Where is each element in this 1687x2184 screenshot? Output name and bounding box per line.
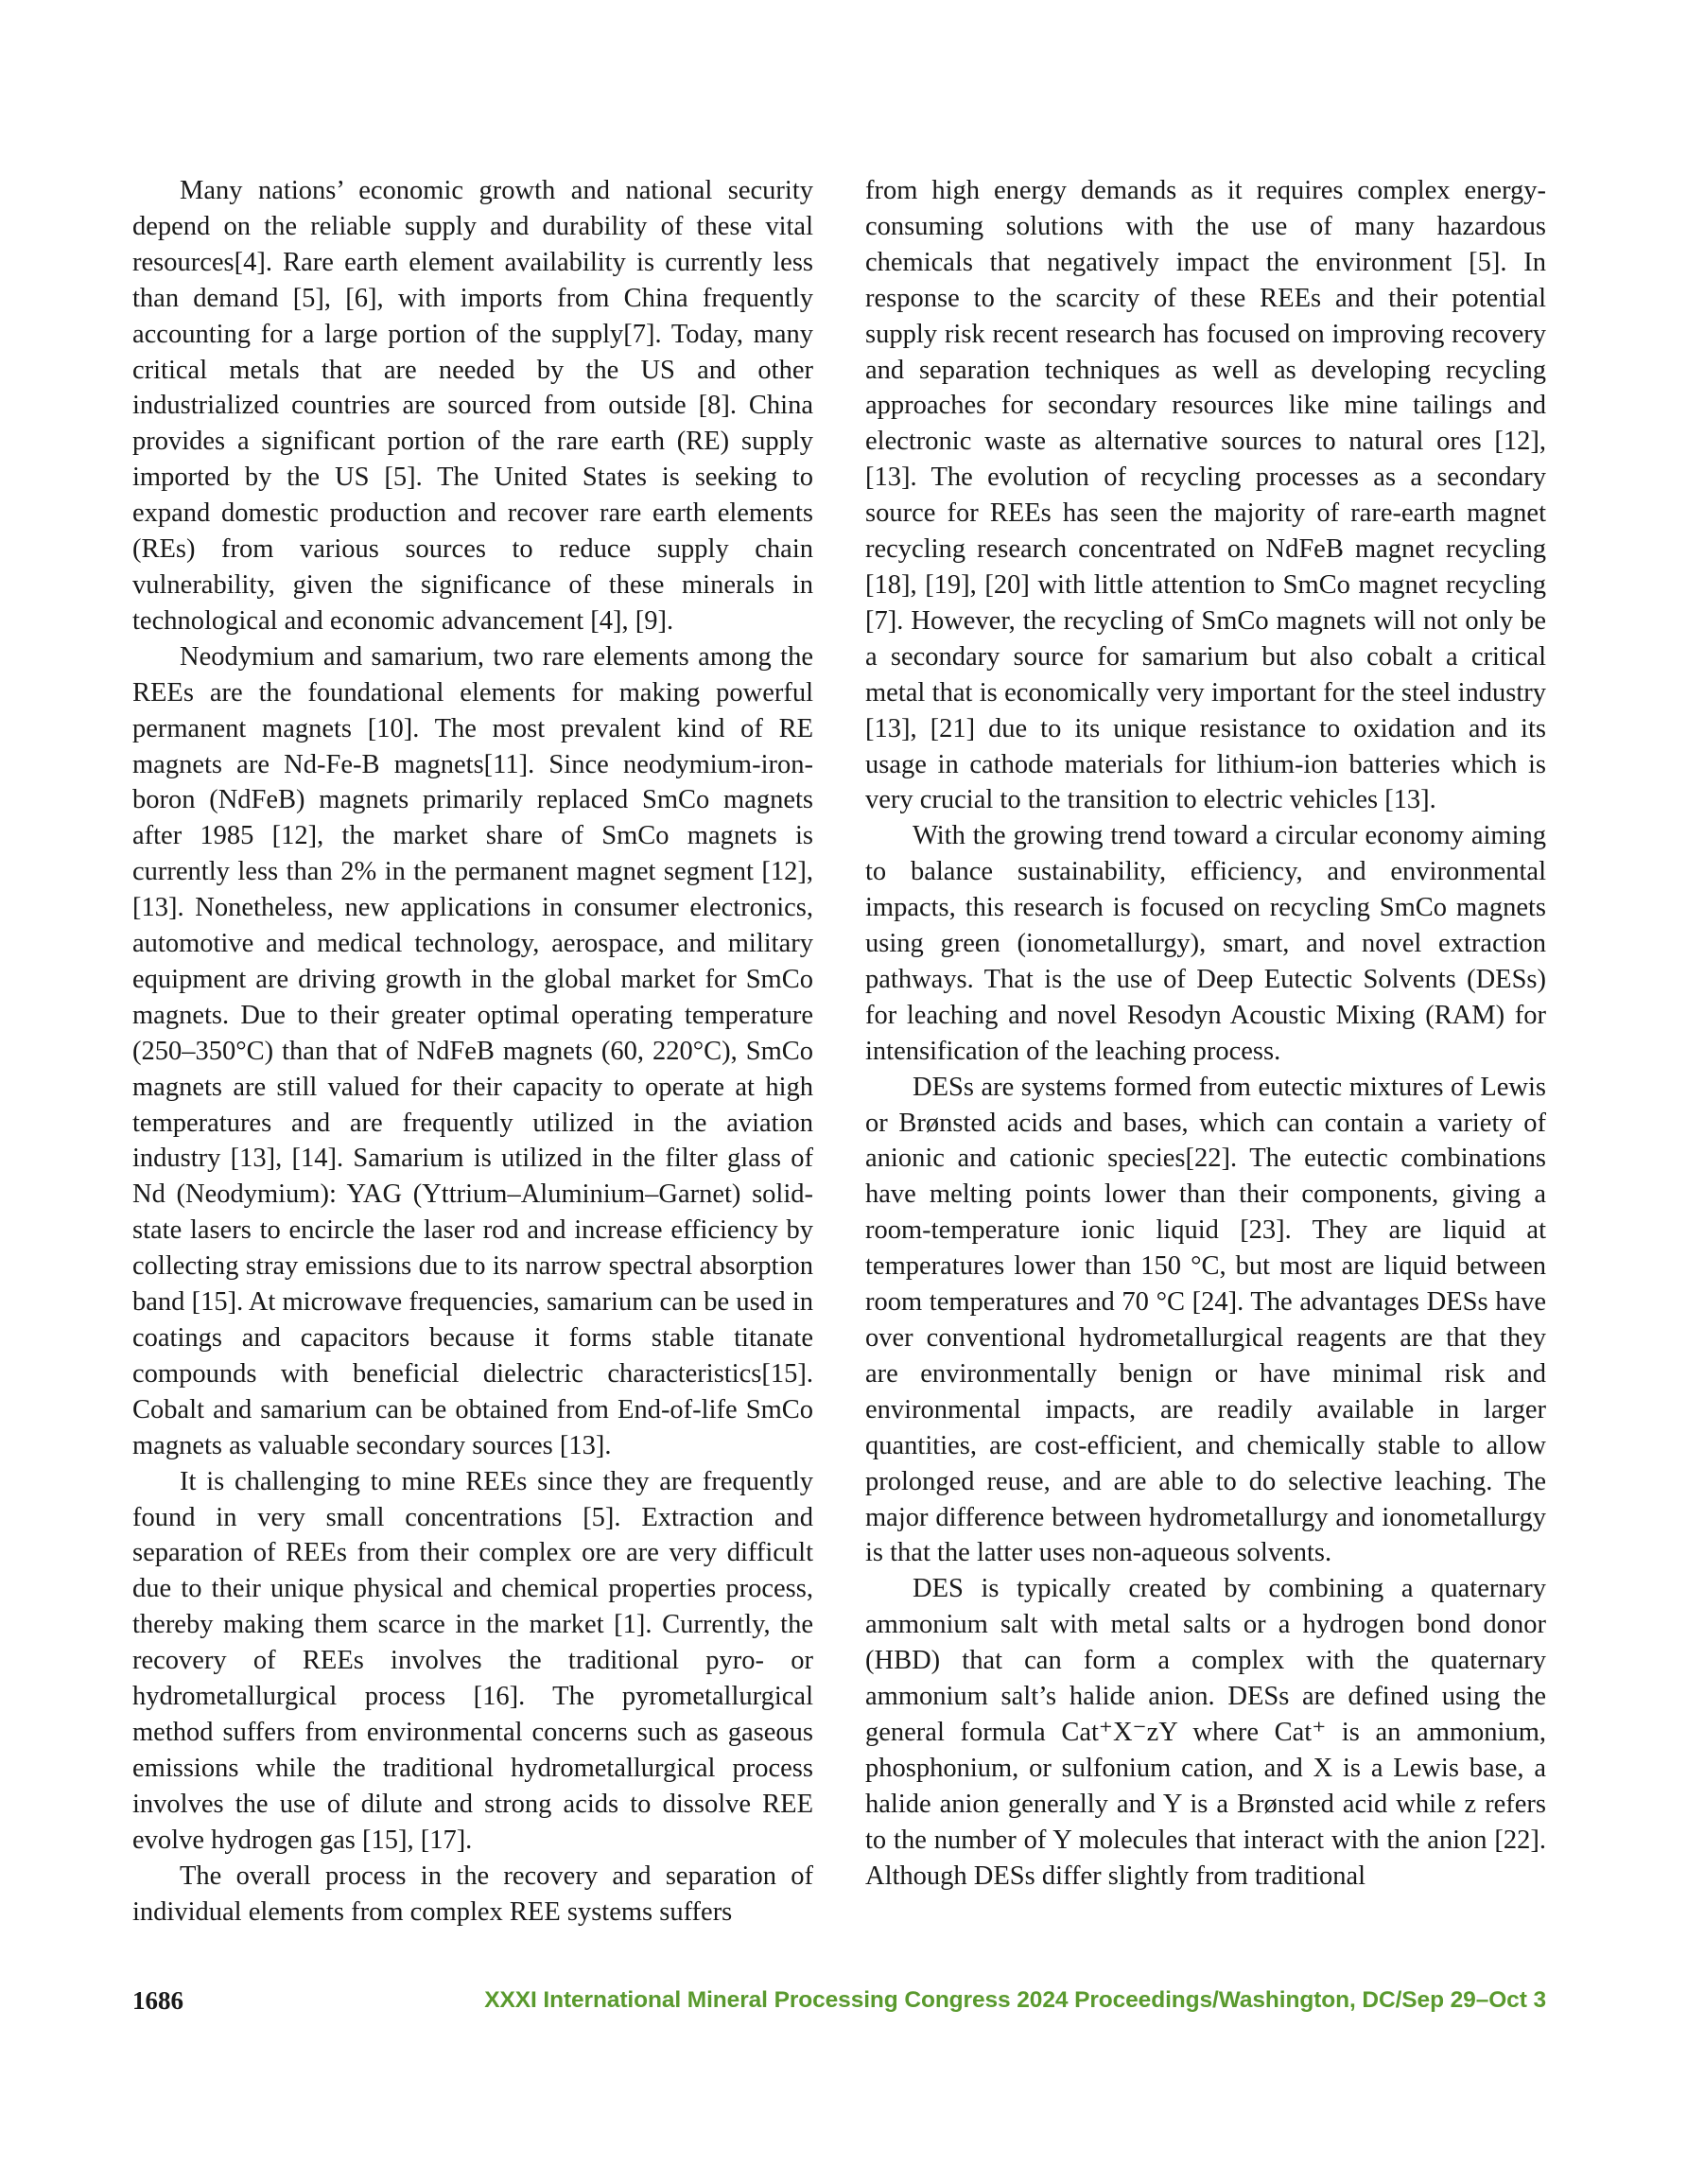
page-footer bbox=[132, 1986, 1546, 2024]
paragraph: The overall process in the recovery and separation of individual elements from complex REE systems suffers bbox=[132, 1861, 813, 1927]
paragraph-continued: from high energy demands as it requires complex energy-consuming solutions with the use of many hazardous chemicals that negatively impact the environment [5]. In response to the scarcity of these REEs and their potential supply risk recent research has focused on improving recovery and separation techniques as well as developing recycling approaches for secondary resources like mine tailings and electronic waste as alternative sources to natural ores [12], [13]. The evolution of recycling processes as a secondary source for REEs has seen the majority of rare-earth magnet recycling research concentrated on NdFeB magnet recycling [18], [19], [20] with little attention to SmCo magnet recycling [7]. However, the recycling of SmCo magnets will not only be a secondary source for samarium but also cobalt a critical metal that is economically very important for the steel industry [13], [21] due to its unique resistance to oxidation and its usage in cathode materials for lithium-ion batteries which is very crucial to the transition to electric vehicles [13]. bbox=[865, 176, 1546, 815]
page-number: 1686 bbox=[132, 1986, 183, 2015]
paragraph: It is challenging to mine REEs since they are frequently found in very small concentrations [5]. Extraction and separation of REEs from their complex ore are very difficult due to their unique physical and chemical properties process, thereby making them scarce in the market [1]. Currently, the recovery of REEs involves the traditional pyro- or hydrometallurgical process [16]. The pyrometallurgical method suffers from environmental concerns such as gaseous emissions while the traditional hydrometallurgical process involves the use of dilute and strong acids to dissolve REE evolve hydrogen gas [15], [17]. bbox=[132, 1466, 813, 1855]
paragraph: With the growing trend toward a circular economy aiming to balance sustainability, efficiency, and environmental impacts, this research is focused on recycling SmCo magnets using green (ionometallurgy), smart, and novel extraction pathways. That is the use of Deep Eutectic Solvents (DESs) for leaching and novel Resodyn Acoustic Mixing (RAM) for intensification of the leaching process. bbox=[865, 821, 1546, 1066]
right-column bbox=[865, 173, 1546, 1980]
paragraph: Neodymium and samarium, two rare elements among the REEs are the foundational elements for making powerful permanent magnets [10]. The most prevalent kind of RE magnets are Nd-Fe-B magnets[11]. Since neodymium-iron-boron (NdFeB) magnets primarily replaced SmCo magnets after 1985 [12], the market share of SmCo magnets is currently less than 2% in the permanent magnet segment [12], [13]. Nonetheless, new applications in consumer electronics, automotive and medical technology, aerospace, and military equipment are driving growth in the global market for SmCo magnets. Due to their greater optimal operating temperature (250–350°C) than that of NdFeB magnets (60, 220°C), SmCo magnets are still valued for their capacity to operate at high temperatures and are frequently utilized in the aviation industry [13], [14]. Samarium is utilized in the filter glass of Nd (Neodymium): YAG (Yttrium–Aluminium–Garnet) solid-state lasers to encircle the laser rod and increase efficiency by collecting stray emissions due to its narrow spectral absorption band [15]. At microwave frequencies, samarium can be used in coatings and capacitors because it forms stable titanate compounds with beneficial dielectric characteristics[15]. Cobalt and samarium can be obtained from End-of-life SmCo magnets as valuable secondary sources [13]. bbox=[132, 641, 813, 1460]
paragraph: DES is typically created by combining a quaternary ammonium salt with metal salts or a hydrogen bond donor (HBD) that can form a complex with the quaternary ammonium salt’s halide anion. DESs are defined using the general formula Cat⁺X⁻zY where Cat⁺ is an ammonium, phosphonium, or sulfonium cation, and X is a Lewis base, a halide anion generally and Y is a Brønsted acid while z refers to the number of Y molecules that interact with the anion [22]. Although DESs differ slightly from traditional bbox=[865, 1574, 1546, 1891]
two-column-body bbox=[132, 173, 1546, 1980]
left-column bbox=[132, 173, 813, 1980]
paragraph: DESs are systems formed from eutectic mixtures of Lewis or Brønsted acids and bases, which can contain a variety of anionic and cationic species[22]. The eutectic combinations have melting points lower than their components, giving a room-temperature ionic liquid [23]. They are liquid at temperatures lower than 150 °C, but most are liquid between room temperatures and 70 °C [24]. The advantages DESs have over conventional hydrometallurgical reagents are that they are environmentally benign or have minimal risk and environmental impacts, are readily available in larger quantities, are cost-efficient, and chemically stable to allow prolonged reuse, and are able to do selective leaching. The major difference between hydrometallurgy and ionometallurgy is that the latter uses non-aqueous solvents. bbox=[865, 1072, 1546, 1568]
paragraph: Many nations’ economic growth and national security depend on the reliable supply and durability of these vital resources[4]. Rare earth element availability is currently less than demand [5], [6], with imports from China frequently accounting for a large portion of the supply[7]. Today, many critical metals that are needed by the US and other industrialized countries are sourced from outside [8]. China provides a significant portion of the rare earth (RE) supply imported by the US [5]. The United States is seeking to expand domestic production and recover rare earth elements (REs) from various sources to reduce supply chain vulnerability, given the significance of these minerals in technological and economic advancement [4], [9]. bbox=[132, 176, 813, 636]
running-footer-title: XXXI International Mineral Processing Congress 2024 Proceedings/Washington, DC/Sep 29–Oct 3 bbox=[484, 1987, 1546, 2013]
